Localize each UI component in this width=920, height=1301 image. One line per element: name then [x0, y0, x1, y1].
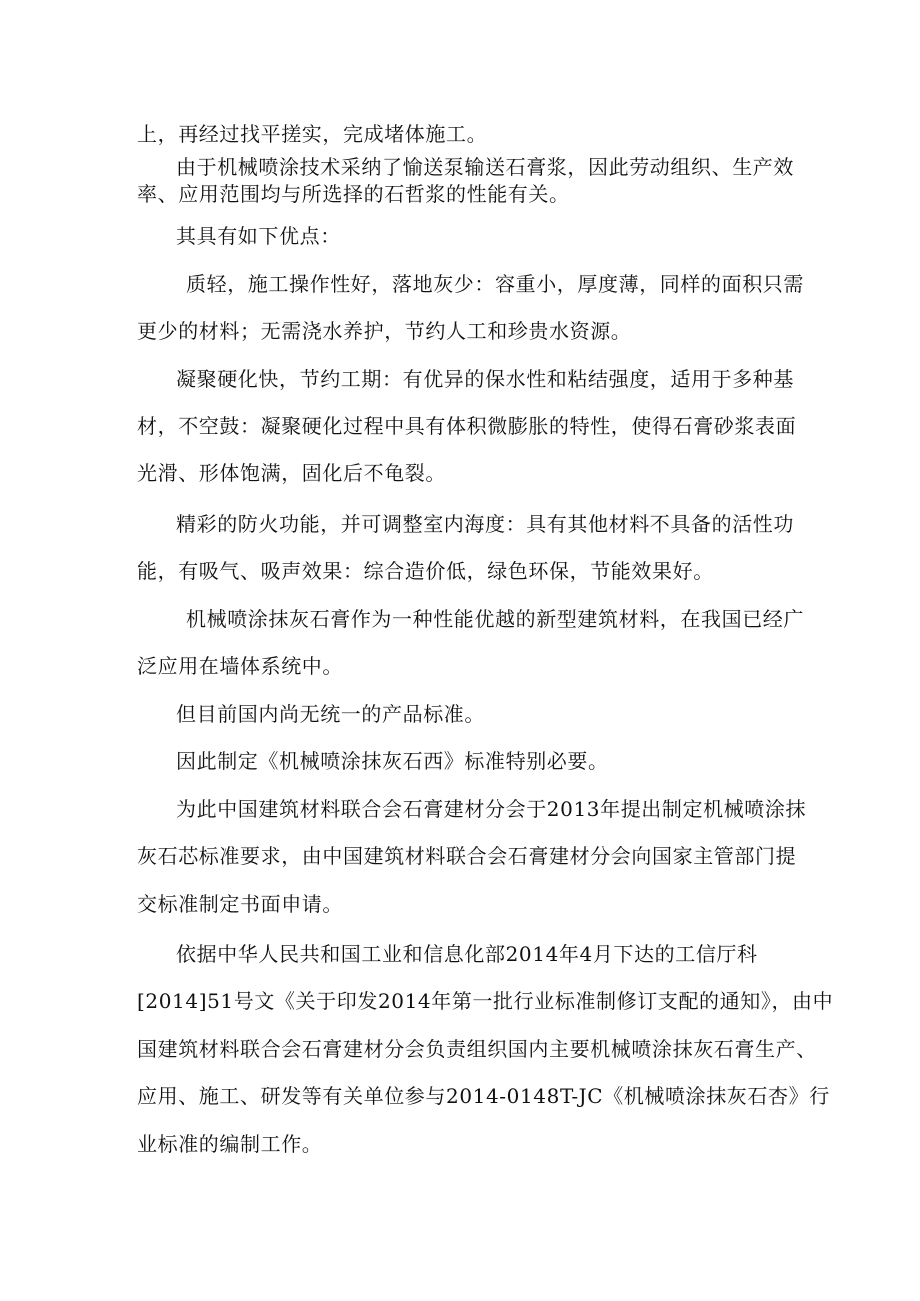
text-line: 业标准的编制工作。 [137, 1132, 323, 1156]
text-line: [2014]51号文《关于印发2014年第一批行业标准制修订支配的通知》，由中 [137, 989, 834, 1013]
text-line: 精彩的防火功能，并可调整室内海度：具有其他材料不具备的活性功 [176, 512, 794, 536]
text-line: 灰石芯标准要求，由中国建筑材料联合会石膏建材分会向国家主管部门提 [137, 844, 797, 868]
text-line: 但目前国内尚无统一的产品标准。 [176, 702, 485, 726]
text-line: 其具有如下优点： [176, 224, 341, 248]
text-line: 应用、施工、研发等有关单位参与2014-0148T-JC《机械喷涂抹灰石杏》行 [137, 1084, 830, 1108]
text-line: 能，有吸气、吸声效果：综合造价低，绿色环保，节能效果好。 [137, 559, 714, 583]
text-line: 依据中华人民共和国工业和信息化部2014年4月下达的工信厅科 [176, 942, 758, 966]
text-line: 质轻，施工操作性好，落地灰少：容重小，厚度薄，同样的面积只需 [186, 272, 804, 296]
text-line: 凝聚硬化快，节约工期：有优异的保水性和粘结强度，适用于多种基 [176, 367, 794, 391]
text-line: 机械喷涂抹灰石膏作为一种性能优越的新型建筑材料，在我国已经广 [186, 607, 804, 631]
text-line: 为此中国建筑材料联合会石膏建材分会于2013年提出制定机械喷涂抹 [176, 797, 807, 821]
text-line: 交标准制定书面申请。 [137, 892, 343, 916]
text-line: 因此制定《机械喷涂抹灰石西》标准特别必要。 [176, 749, 609, 773]
text-line: 上，再经过找平搓实，完成堵体施工。 [137, 122, 488, 146]
text-line: 国建筑材料联合会石膏建材分会负责组织国内主要机械喷涂抹灰石膏生产、 [137, 1037, 817, 1061]
text-line: 更少的材料；无需浇水养护，节约人工和珍贵水资源。 [137, 319, 632, 343]
text-line: 率、应用范围均与所选择的石哲浆的性能有关。 [137, 182, 570, 206]
text-line: 材，不空鼓：凝聚硬化过程中具有体积微膨胀的特性，使得石膏砂浆表面 [137, 414, 797, 438]
text-line: 泛应用在墙体系统中。 [137, 654, 343, 678]
text-line: 光滑、形体饱满，固化后不龟裂。 [137, 461, 446, 485]
text-line: 由于机械喷涂技术采纳了愉送泵输送石膏浆，因此劳动组织、生产效 [176, 155, 794, 179]
